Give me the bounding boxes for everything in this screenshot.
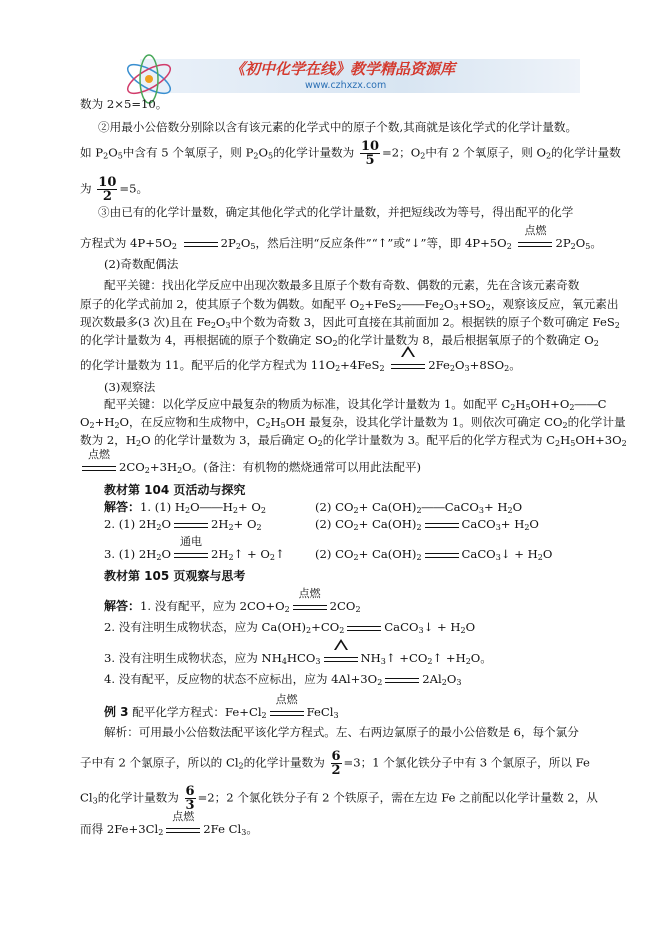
text: 1. 没有配平，应为 2CO+O [140, 599, 285, 613]
text: + Ca(OH) [358, 500, 417, 514]
text: 的化学计量数 [551, 145, 621, 160]
text-line [80, 97, 167, 111]
triangle-icon [322, 639, 360, 654]
text-line [80, 785, 598, 812]
answer-row [104, 620, 475, 635]
subscript: 2 [396, 303, 402, 312]
subscript: 2 [427, 657, 433, 666]
subscript: 2 [135, 439, 142, 448]
page-header [120, 51, 580, 107]
text: ↓ + H [500, 547, 538, 561]
subscript: 3 [225, 321, 231, 330]
subscript: 3 [495, 523, 501, 532]
text-line [104, 725, 579, 739]
reaction-condition-ignite [164, 810, 202, 837]
text: 原子的化学式前加 2，使其原子个数为偶数。如配平 O [80, 297, 360, 311]
text: 的化学计量数为 [97, 790, 179, 805]
text: O。 [470, 651, 492, 665]
text: + H [483, 500, 508, 514]
text: O [512, 500, 523, 514]
text-line [80, 358, 521, 373]
text: O [258, 145, 268, 160]
subscript: 2 [332, 339, 338, 348]
subscript: 3 [456, 678, 462, 687]
subscript: 2 [570, 242, 576, 251]
equals-sign [423, 548, 461, 562]
subscript: 2 [416, 506, 422, 515]
text: +3H [149, 460, 178, 474]
subscript: 2 [507, 506, 513, 515]
text: 子中有 2 个氯原子，所以的 Cl [80, 755, 239, 770]
text: 。 [246, 822, 258, 836]
subscript: 2 [335, 364, 341, 373]
subscript: 2 [156, 553, 162, 562]
subscript: 2 [144, 466, 150, 475]
fraction-denominator: 3 [185, 798, 195, 813]
text: +SO [458, 297, 486, 311]
subscript: 2 [317, 439, 323, 448]
subscript: 3 [241, 828, 247, 837]
subscript: 5 [585, 242, 591, 251]
text-line [98, 120, 577, 134]
text: O [80, 415, 90, 429]
subscript: 2 [253, 151, 259, 161]
reaction-condition-ignite [268, 693, 306, 720]
text-line [80, 433, 627, 447]
text-line [80, 315, 620, 329]
subscript: 4 [281, 657, 287, 666]
text: 的化学计量数为 8，最后根据氧原子的个数确定 O [337, 333, 594, 347]
text: O。(备注：有机物的燃烧通常可以用此法配平) [182, 460, 421, 474]
text: O [215, 315, 226, 329]
subscript: 5 [525, 403, 531, 412]
subscript: 2 [232, 506, 238, 515]
text: 中有 2 个氧原子，则 O [425, 145, 547, 160]
text: ――Fe [401, 297, 439, 311]
subscript: 2 [184, 506, 191, 515]
text: +4FeS [340, 358, 380, 372]
heading-text: 教材第 105 页观察与思考 [104, 569, 246, 583]
text: (2) CO [315, 517, 354, 531]
text: 3. (1) 2H [104, 547, 157, 561]
subscript: 2 [158, 828, 164, 837]
subscript: 2 [353, 553, 359, 562]
text: OH+O [530, 397, 570, 411]
text: 2CO [329, 599, 356, 613]
text-line [80, 140, 621, 167]
text: H [270, 415, 281, 429]
subscript: 2 [156, 523, 162, 532]
subscript: 3 [333, 711, 339, 720]
text: 的化学计量数为 3。配平后的化学方程式为 C [322, 433, 556, 447]
text: 解析：可用最小公倍数法配平该化学方程式。左、右两边氯原子的最小公倍数是 6，每个氯分 [104, 725, 579, 739]
text: CaCO [384, 620, 419, 634]
subscript: 2 [441, 678, 447, 687]
text: ↑ +H [432, 651, 466, 665]
text: 3. 没有注明生成物状态，应为 NH [104, 651, 282, 665]
text: O――H [190, 500, 233, 514]
text: FeCl [306, 705, 334, 719]
answer-label: 解答： [104, 500, 141, 514]
text: 1. (1) H [140, 500, 185, 514]
subscript: 2 [438, 303, 445, 312]
answer-row [104, 672, 461, 687]
answer-row [104, 651, 492, 666]
text: O [161, 517, 171, 531]
text: (2) CO [315, 500, 354, 514]
subscript: 3 [453, 303, 459, 312]
text: =2；2 个氯化铁分子有 2 个铁原子，需在左边 Fe 之前配以化学计量数 2，从 [197, 790, 598, 805]
reaction-condition-electrolysis [172, 535, 210, 562]
subscript: 2 [506, 242, 512, 251]
text: ↑ +CO [385, 651, 428, 665]
text: + O [237, 500, 261, 514]
text-line [80, 448, 421, 475]
text: =3；1 个氯化铁分子中有 3 个氯原子，所以 Fe [343, 755, 590, 770]
fraction-numerator: 6 [331, 749, 341, 764]
text: 为 [80, 181, 92, 196]
subscript: 2 [524, 523, 530, 532]
answer-row [104, 535, 285, 562]
text: 2. 没有注明生成物状态，应为 Ca(OH) [104, 620, 307, 634]
subscript: 3 [380, 657, 386, 666]
subscript: 2 [260, 506, 266, 515]
subscript: 2 [103, 151, 109, 161]
text: ――CaCO [421, 500, 479, 514]
text: 2Fe [428, 358, 450, 372]
text: 的化学计量数为 4，再根据硫的原子个数确定 SO [80, 333, 333, 347]
text: H [515, 397, 526, 411]
equals-sign [423, 518, 461, 532]
subscript: 2 [465, 657, 471, 666]
subscript: 2 [306, 626, 312, 635]
subscript: 2 [416, 523, 422, 532]
text: CaCO [461, 517, 496, 531]
text: ③由已有的化学计量数，确定其他化学式的化学计量数，并把短线改为等号，得出配平的化学 [98, 205, 574, 219]
condition-label: 点燃 [172, 810, 195, 823]
text: 。 [509, 358, 521, 372]
text-line [104, 397, 607, 411]
text-line [80, 224, 602, 251]
subscript: 2 [555, 439, 561, 448]
subscript: 2 [210, 321, 216, 330]
fraction-numerator: 10 [360, 139, 380, 154]
text: ↑ [274, 547, 285, 561]
subscript: 2 [114, 421, 120, 430]
equals-sign [345, 621, 383, 635]
text: 配平化学方程式：Fe+Cl [132, 705, 262, 719]
condition-label: 点燃 [524, 224, 547, 237]
reaction-condition-heat [322, 652, 360, 666]
fraction [97, 176, 117, 203]
text-line [80, 415, 626, 429]
subscript: 2 [284, 605, 290, 614]
subscript: 3 [495, 553, 501, 562]
text: O [108, 145, 118, 160]
text: ↑ + O [233, 547, 270, 561]
text: CaCO [461, 547, 496, 561]
section-heading [104, 380, 155, 394]
subscript: 2 [416, 553, 422, 562]
section-heading [104, 483, 245, 497]
subscript: 5 [280, 421, 286, 430]
equals-sign [172, 518, 210, 532]
answer-row [104, 587, 361, 614]
text-line [80, 176, 148, 203]
text: OH+3O [575, 433, 622, 447]
text: 方程式为 4P+5O [80, 236, 172, 250]
fraction [331, 750, 342, 777]
subscript: 3 [92, 796, 98, 806]
text: ――C [574, 397, 607, 411]
text: (2) CO [315, 547, 354, 561]
text: 如 P [80, 145, 104, 160]
text: 2CO [119, 460, 145, 474]
text-line [98, 205, 573, 219]
subscript: 2 [621, 439, 627, 448]
text: NH [360, 651, 381, 665]
fraction-denominator: 2 [102, 189, 112, 204]
subscript: 3 [418, 626, 424, 635]
subscript: 2 [504, 364, 510, 373]
fraction-numerator: 10 [98, 175, 117, 190]
equals-sign [182, 237, 220, 251]
text: 2H [210, 547, 229, 561]
text: O [542, 547, 553, 561]
subscript: 5 [570, 439, 576, 448]
subscript: 5 [267, 151, 274, 161]
text: 中个数为奇数 3，因此可直接在其前面加 2。根据铁的原子个数可确定 FeS [230, 315, 615, 329]
text: 的化学计量 [567, 415, 626, 429]
subscript: 2 [460, 626, 466, 635]
text-line [80, 810, 258, 837]
text: 中含有 5 个氧原子，则 P [122, 145, 254, 160]
text: Cl [80, 790, 93, 805]
text-line [80, 333, 599, 347]
subscript: 2 [235, 242, 241, 251]
answer-row [104, 517, 262, 532]
text: 配平关键：以化学反应中最复杂的物质为标准，设其化学计量数为 1。如配平 C [104, 397, 511, 411]
text: 配平关键：找出化学反应中出现次数最多且原子个数有奇数、偶数的元素，先在含该元素奇数 [104, 278, 580, 292]
text: + Ca(OH) [358, 547, 417, 561]
text: O 的化学计量数为 3，最后确定 O [141, 433, 318, 447]
text: ↓ + H [423, 620, 461, 634]
text: 数为 2×5=10。 [80, 97, 168, 111]
text: HCO [286, 651, 316, 665]
text: 4. 没有配平，反应物的状态不应标出，应为 4Al+3O [104, 672, 378, 686]
subscript: 2 [420, 151, 426, 161]
fraction-numerator: 6 [185, 784, 195, 799]
subscript: 2 [89, 421, 95, 430]
text: +H [94, 415, 115, 429]
subscript: 2 [261, 711, 267, 720]
text: O，在反应物和生成物中，C [119, 415, 266, 429]
subscript: 2 [510, 403, 516, 412]
subscript: 2 [256, 523, 262, 532]
text: (3)观察法 [104, 380, 156, 394]
reaction-condition-ignite [516, 224, 554, 251]
section-heading [104, 569, 245, 583]
text: 2Fe Cl [203, 822, 242, 836]
text: ②用最小公倍数分别除以含有该元素的化学式中的原子个数,其商就是该化学式的化学计量数。 [98, 120, 578, 134]
equals-sign [383, 673, 421, 687]
answer-label: 解答： [104, 599, 141, 613]
banner-url: www.czhxzx.com [305, 80, 387, 91]
subscript: 2 [353, 523, 359, 532]
text: 的化学计量数为 11。配平后的化学方程式为 11O [80, 358, 336, 372]
text: 2Al [422, 672, 442, 686]
subscript: 2 [569, 403, 575, 412]
subscript: 3 [464, 364, 470, 373]
text: (2)奇数配偶法 [104, 257, 179, 271]
text: =5。 [119, 181, 149, 196]
subscript: 2 [171, 242, 177, 251]
fraction-denominator: 5 [365, 153, 375, 168]
text: O [444, 297, 454, 311]
triangle-icon [389, 346, 427, 361]
text: +8SO [469, 358, 505, 372]
subscript: 2 [537, 553, 543, 562]
section-heading [104, 257, 178, 271]
text: 2P [220, 236, 236, 250]
subscript: 2 [355, 605, 361, 614]
condition-label: 点燃 [275, 693, 298, 706]
subscript: 2 [379, 364, 385, 373]
text: +CO [311, 620, 340, 634]
subscript: 2 [562, 421, 568, 430]
fraction [185, 785, 196, 812]
text: O [240, 236, 251, 250]
fraction [360, 140, 380, 167]
text: ，观察该反应，氧元素出 [490, 297, 619, 311]
subscript: 2 [359, 303, 365, 312]
text: 现次数最多(3 次)且在 Fe [80, 315, 211, 329]
text: O [446, 672, 457, 686]
text-line [80, 750, 590, 777]
text: 数为 2，H [80, 433, 136, 447]
subscript: 3 [478, 506, 484, 515]
banner-title: 《初中化学在线》教学精品资源库 [230, 60, 456, 78]
reaction-condition-ignite [291, 587, 329, 614]
text: O [575, 236, 586, 250]
subscript: 3 [315, 657, 321, 666]
answer-row [315, 500, 522, 514]
subscript: 2 [449, 364, 456, 373]
text: + H [500, 517, 525, 531]
text: 的化学计量数为 [243, 755, 325, 770]
subscript: 5 [117, 151, 123, 161]
subscript: 5 [250, 242, 256, 251]
text: 2P [555, 236, 571, 250]
subscript: 2 [593, 339, 599, 348]
text: 的化学计量数为 [273, 145, 355, 160]
answer-row [315, 517, 539, 532]
text: ，然后注明“反应条件”“↑”或“↓”等，即 4P+5O [255, 236, 507, 250]
text: + O [233, 517, 257, 531]
answer-row [315, 547, 552, 562]
text: 2H [210, 517, 229, 531]
subscript: 2 [339, 626, 345, 635]
text: 而得 2Fe+3Cl [80, 822, 159, 836]
text: O [465, 620, 476, 634]
text: OH 最复杂，设其化学计量数为 1。则依次可确定 CO [285, 415, 563, 429]
subscript: 2 [614, 321, 620, 330]
reaction-condition-ignite [80, 448, 118, 475]
condition-label: 通电 [179, 535, 202, 548]
subscript: 2 [177, 466, 183, 475]
reaction-condition-heat [389, 359, 427, 373]
subscript: 2 [546, 151, 552, 161]
text-line [104, 278, 579, 292]
condition-label: 点燃 [298, 587, 321, 600]
subscript: 2 [265, 421, 271, 430]
text: O [161, 547, 171, 561]
example-heading [104, 693, 339, 720]
text: 。 [590, 236, 602, 250]
condition-label: 点燃 [88, 448, 110, 461]
heading-text: 教材第 104 页活动与探究 [104, 483, 246, 497]
text: O [529, 517, 539, 531]
subscript: 2 [353, 506, 359, 515]
fraction-denominator: 2 [331, 763, 341, 778]
subscript: 2 [228, 523, 234, 532]
subscript: 2 [377, 678, 383, 687]
text: +FeS [364, 297, 397, 311]
subscript: 2 [228, 553, 234, 562]
subscript: 2 [269, 553, 275, 562]
answer-row [104, 500, 266, 514]
text: H [560, 433, 571, 447]
text: =2；O [382, 145, 421, 160]
text: + Ca(OH) [358, 517, 417, 531]
text: 2. (1) 2H [104, 517, 157, 531]
subscript: 2 [485, 303, 491, 312]
subscript: 2 [238, 761, 244, 771]
example-label: 例 3 [104, 705, 129, 719]
text: O [455, 358, 465, 372]
text-line [80, 297, 618, 311]
